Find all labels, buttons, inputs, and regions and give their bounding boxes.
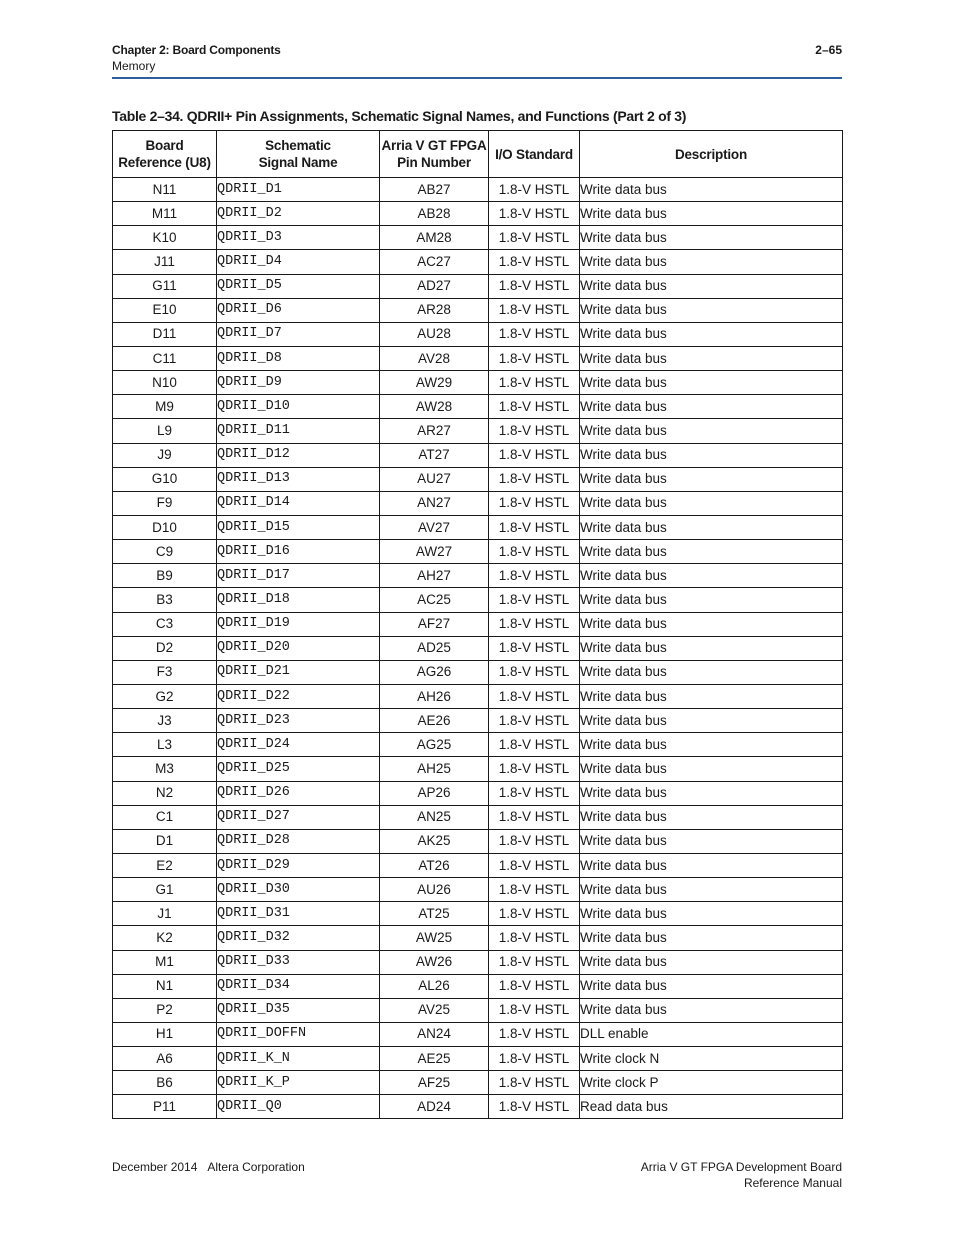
signal-name-cell: QDRII_Q0	[217, 1095, 380, 1119]
description-cell: Write data bus	[580, 660, 843, 684]
board-reference-cell: P11	[113, 1095, 217, 1119]
pin-number-cell: AV27	[380, 515, 489, 539]
footer-date: December 2014	[112, 1160, 198, 1174]
board-reference-cell: F3	[113, 660, 217, 684]
pin-number-cell: AU27	[380, 467, 489, 491]
io-standard-cell: 1.8-V HSTL	[489, 757, 580, 781]
board-reference-cell: G11	[113, 274, 217, 298]
io-standard-cell: 1.8-V HSTL	[489, 346, 580, 370]
board-reference-cell: J11	[113, 250, 217, 274]
table-row	[113, 733, 843, 757]
header-signal-name	[217, 131, 380, 178]
pin-number-cell: AW27	[380, 540, 489, 564]
board-reference-cell: L3	[113, 733, 217, 757]
pin-number-cell: AC25	[380, 588, 489, 612]
header-pin-number	[380, 131, 489, 178]
table-row	[113, 878, 843, 902]
board-reference-cell: G1	[113, 878, 217, 902]
signal-name-cell: QDRII_D2	[217, 202, 380, 226]
board-reference-cell: M3	[113, 757, 217, 781]
io-standard-cell: 1.8-V HSTL	[489, 636, 580, 660]
pin-number-cell: AF27	[380, 612, 489, 636]
table-row	[113, 829, 843, 853]
pin-number-cell: AU28	[380, 322, 489, 346]
io-standard-cell: 1.8-V HSTL	[489, 250, 580, 274]
pin-number-cell: AN24	[380, 1022, 489, 1046]
description-cell: Write data bus	[580, 853, 843, 877]
pin-number-cell: AN27	[380, 491, 489, 515]
description-cell: Write data bus	[580, 491, 843, 515]
board-reference-cell: N1	[113, 974, 217, 998]
pin-number-cell: AT26	[380, 853, 489, 877]
io-standard-cell: 1.8-V HSTL	[489, 974, 580, 998]
description-cell: Write data bus	[580, 419, 843, 443]
board-reference-cell: M9	[113, 395, 217, 419]
table-row	[113, 998, 843, 1022]
signal-name-cell: QDRII_D30	[217, 878, 380, 902]
io-standard-cell: 1.8-V HSTL	[489, 1047, 580, 1071]
table-header-row	[113, 131, 843, 178]
footer-company: Altera Corporation	[207, 1160, 305, 1174]
pin-number-cell: AU26	[380, 878, 489, 902]
table-row	[113, 757, 843, 781]
io-standard-cell: 1.8-V HSTL	[489, 202, 580, 226]
board-reference-cell: D1	[113, 829, 217, 853]
io-standard-cell: 1.8-V HSTL	[489, 588, 580, 612]
table-row	[113, 950, 843, 974]
board-reference-cell: J3	[113, 709, 217, 733]
table-row	[113, 805, 843, 829]
footer-doc-type: Reference Manual	[743, 1176, 842, 1190]
pin-number-cell: AR27	[380, 419, 489, 443]
description-cell: Write data bus	[580, 346, 843, 370]
board-reference-cell: J9	[113, 443, 217, 467]
board-reference-cell: C9	[113, 540, 217, 564]
signal-name-cell: QDRII_D1	[217, 178, 380, 202]
signal-name-cell: QDRII_D21	[217, 660, 380, 684]
table-row	[113, 684, 843, 708]
io-standard-cell: 1.8-V HSTL	[489, 443, 580, 467]
signal-name-cell: QDRII_K_P	[217, 1071, 380, 1095]
page-number: 2–65	[815, 43, 842, 57]
signal-name-cell: QDRII_D22	[217, 684, 380, 708]
io-standard-cell: 1.8-V HSTL	[489, 853, 580, 877]
signal-name-cell: QDRII_D8	[217, 346, 380, 370]
page-header	[112, 43, 842, 79]
io-standard-cell: 1.8-V HSTL	[489, 540, 580, 564]
io-standard-cell: 1.8-V HSTL	[489, 781, 580, 805]
io-standard-cell: 1.8-V HSTL	[489, 829, 580, 853]
description-cell: Write data bus	[580, 274, 843, 298]
header-description	[580, 131, 843, 178]
pin-number-cell: AT27	[380, 443, 489, 467]
description-cell: Write data bus	[580, 178, 843, 202]
io-standard-cell: 1.8-V HSTL	[489, 684, 580, 708]
pin-number-cell: AW28	[380, 395, 489, 419]
table-row	[113, 419, 843, 443]
header-line: I/O Standard	[495, 146, 573, 162]
signal-name-cell: QDRII_D18	[217, 588, 380, 612]
io-standard-cell: 1.8-V HSTL	[489, 515, 580, 539]
page-footer	[112, 1160, 842, 1194]
signal-name-cell: QDRII_D29	[217, 853, 380, 877]
table-row	[113, 515, 843, 539]
io-standard-cell: 1.8-V HSTL	[489, 467, 580, 491]
io-standard-cell: 1.8-V HSTL	[489, 926, 580, 950]
pin-number-cell: AC27	[380, 250, 489, 274]
signal-name-cell: QDRII_D3	[217, 226, 380, 250]
pin-number-cell: AH27	[380, 564, 489, 588]
io-standard-cell: 1.8-V HSTL	[489, 491, 580, 515]
header-line: Pin Number	[397, 155, 471, 170]
table-caption: Table 2–34. QDRII+ Pin Assignments, Schematic Signal Names, and Functions (Part 2 of 3)	[112, 108, 687, 124]
description-cell: Write data bus	[580, 588, 843, 612]
board-reference-cell: D11	[113, 322, 217, 346]
table-row	[113, 395, 843, 419]
pin-number-cell: AE26	[380, 709, 489, 733]
table-row	[113, 250, 843, 274]
footer-left	[112, 1160, 305, 1174]
board-reference-cell: L9	[113, 419, 217, 443]
description-cell: Write data bus	[580, 950, 843, 974]
description-cell: Write data bus	[580, 298, 843, 322]
description-cell: Write data bus	[580, 902, 843, 926]
header-line: Signal Name	[258, 155, 338, 170]
signal-name-cell: QDRII_K_N	[217, 1047, 380, 1071]
io-standard-cell: 1.8-V HSTL	[489, 660, 580, 684]
table-row	[113, 346, 843, 370]
signal-name-cell: QDRII_D17	[217, 564, 380, 588]
table-row	[113, 202, 843, 226]
table-row	[113, 540, 843, 564]
io-standard-cell: 1.8-V HSTL	[489, 419, 580, 443]
description-cell: Write data bus	[580, 974, 843, 998]
io-standard-cell: 1.8-V HSTL	[489, 371, 580, 395]
signal-name-cell: QDRII_D28	[217, 829, 380, 853]
description-cell: Write data bus	[580, 684, 843, 708]
table-row	[113, 781, 843, 805]
board-reference-cell: P2	[113, 998, 217, 1022]
pin-number-cell: AG25	[380, 733, 489, 757]
board-reference-cell: N11	[113, 178, 217, 202]
table-row	[113, 974, 843, 998]
pin-number-cell: AD27	[380, 274, 489, 298]
board-reference-cell: G10	[113, 467, 217, 491]
board-reference-cell: M1	[113, 950, 217, 974]
pin-number-cell: AB27	[380, 178, 489, 202]
table-row	[113, 853, 843, 877]
pin-number-cell: AB28	[380, 202, 489, 226]
signal-name-cell: QDRII_D19	[217, 612, 380, 636]
pin-number-cell: AW25	[380, 926, 489, 950]
pin-number-cell: AK25	[380, 829, 489, 853]
table-row	[113, 491, 843, 515]
pin-number-cell: AG26	[380, 660, 489, 684]
pin-assignment-table	[112, 130, 843, 1119]
board-reference-cell: D2	[113, 636, 217, 660]
board-reference-cell: C1	[113, 805, 217, 829]
description-cell: Write data bus	[580, 733, 843, 757]
signal-name-cell: QDRII_D33	[217, 950, 380, 974]
board-reference-cell: H1	[113, 1022, 217, 1046]
table-row	[113, 588, 843, 612]
signal-name-cell: QDRII_DOFFN	[217, 1022, 380, 1046]
description-cell: Write data bus	[580, 371, 843, 395]
description-cell: Write data bus	[580, 998, 843, 1022]
board-reference-cell: D10	[113, 515, 217, 539]
description-cell: Write clock N	[580, 1047, 843, 1071]
pin-number-cell: AW29	[380, 371, 489, 395]
description-cell: Write data bus	[580, 540, 843, 564]
io-standard-cell: 1.8-V HSTL	[489, 274, 580, 298]
board-reference-cell: F9	[113, 491, 217, 515]
header-line: Reference (U8)	[118, 155, 211, 170]
board-reference-cell: E10	[113, 298, 217, 322]
description-cell: Write data bus	[580, 829, 843, 853]
io-standard-cell: 1.8-V HSTL	[489, 1071, 580, 1095]
signal-name-cell: QDRII_D7	[217, 322, 380, 346]
pin-number-cell: AW26	[380, 950, 489, 974]
io-standard-cell: 1.8-V HSTL	[489, 950, 580, 974]
io-standard-cell: 1.8-V HSTL	[489, 1095, 580, 1119]
board-reference-cell: N10	[113, 371, 217, 395]
signal-name-cell: QDRII_D6	[217, 298, 380, 322]
description-cell: Write data bus	[580, 757, 843, 781]
io-standard-cell: 1.8-V HSTL	[489, 1022, 580, 1046]
description-cell: Write data bus	[580, 322, 843, 346]
description-cell: Write data bus	[580, 926, 843, 950]
signal-name-cell: QDRII_D10	[217, 395, 380, 419]
table-row	[113, 371, 843, 395]
table-row	[113, 612, 843, 636]
table-row	[113, 298, 843, 322]
signal-name-cell: QDRII_D32	[217, 926, 380, 950]
board-reference-cell: N2	[113, 781, 217, 805]
signal-name-cell: QDRII_D31	[217, 902, 380, 926]
io-standard-cell: 1.8-V HSTL	[489, 998, 580, 1022]
pin-number-cell: AN25	[380, 805, 489, 829]
signal-name-cell: QDRII_D27	[217, 805, 380, 829]
chapter-title: Chapter 2: Board Components	[112, 43, 281, 57]
table-row	[113, 926, 843, 950]
table-row	[113, 443, 843, 467]
signal-name-cell: QDRII_D9	[217, 371, 380, 395]
io-standard-cell: 1.8-V HSTL	[489, 709, 580, 733]
description-cell: Write clock P	[580, 1071, 843, 1095]
table-row	[113, 274, 843, 298]
io-standard-cell: 1.8-V HSTL	[489, 805, 580, 829]
pin-number-cell: AV28	[380, 346, 489, 370]
header-board-reference	[113, 131, 217, 178]
pin-number-cell: AT25	[380, 902, 489, 926]
board-reference-cell: K2	[113, 926, 217, 950]
pin-number-cell: AH25	[380, 757, 489, 781]
signal-name-cell: QDRII_D15	[217, 515, 380, 539]
description-cell: Write data bus	[580, 226, 843, 250]
pin-number-cell: AD25	[380, 636, 489, 660]
signal-name-cell: QDRII_D24	[217, 733, 380, 757]
io-standard-cell: 1.8-V HSTL	[489, 612, 580, 636]
signal-name-cell: QDRII_D5	[217, 274, 380, 298]
board-reference-cell: B6	[113, 1071, 217, 1095]
description-cell: Write data bus	[580, 636, 843, 660]
header-line: Schematic	[265, 138, 331, 153]
description-cell: Write data bus	[580, 878, 843, 902]
board-reference-cell: C3	[113, 612, 217, 636]
signal-name-cell: QDRII_D12	[217, 443, 380, 467]
io-standard-cell: 1.8-V HSTL	[489, 298, 580, 322]
pin-number-cell: AM28	[380, 226, 489, 250]
signal-name-cell: QDRII_D20	[217, 636, 380, 660]
description-cell: Write data bus	[580, 781, 843, 805]
table-body	[113, 178, 843, 1119]
board-reference-cell: M11	[113, 202, 217, 226]
table-row	[113, 1047, 843, 1071]
signal-name-cell: QDRII_D26	[217, 781, 380, 805]
io-standard-cell: 1.8-V HSTL	[489, 733, 580, 757]
description-cell: Write data bus	[580, 467, 843, 491]
board-reference-cell: G2	[113, 684, 217, 708]
table-row	[113, 709, 843, 733]
description-cell: Write data bus	[580, 395, 843, 419]
pin-number-cell: AF25	[380, 1071, 489, 1095]
description-cell: Write data bus	[580, 805, 843, 829]
description-cell: Write data bus	[580, 250, 843, 274]
pin-number-cell: AH26	[380, 684, 489, 708]
header-io-standard	[489, 131, 580, 178]
signal-name-cell: QDRII_D23	[217, 709, 380, 733]
description-cell: Write data bus	[580, 202, 843, 226]
signal-name-cell: QDRII_D14	[217, 491, 380, 515]
header-rule	[112, 77, 842, 79]
pin-number-cell: AE25	[380, 1047, 489, 1071]
table-row	[113, 226, 843, 250]
signal-name-cell: QDRII_D35	[217, 998, 380, 1022]
table-row	[113, 322, 843, 346]
board-reference-cell: E2	[113, 853, 217, 877]
header-line: Description	[674, 146, 748, 162]
table-row	[113, 178, 843, 202]
signal-name-cell: QDRII_D25	[217, 757, 380, 781]
io-standard-cell: 1.8-V HSTL	[489, 395, 580, 419]
signal-name-cell: QDRII_D13	[217, 467, 380, 491]
description-cell: Write data bus	[580, 443, 843, 467]
io-standard-cell: 1.8-V HSTL	[489, 902, 580, 926]
footer-doc-title: Arria V GT FPGA Development Board	[640, 1160, 842, 1174]
description-cell: Read data bus	[580, 1095, 843, 1119]
board-reference-cell: A6	[113, 1047, 217, 1071]
table-row	[113, 467, 843, 491]
table-row	[113, 1071, 843, 1095]
description-cell: DLL enable	[580, 1022, 843, 1046]
pin-number-cell: AV25	[380, 998, 489, 1022]
table-row	[113, 1095, 843, 1119]
board-reference-cell: J1	[113, 902, 217, 926]
description-cell: Write data bus	[580, 612, 843, 636]
pin-number-cell: AD24	[380, 1095, 489, 1119]
header-line: Arria V GT FPGA	[381, 138, 487, 153]
description-cell: Write data bus	[580, 564, 843, 588]
table-row	[113, 636, 843, 660]
signal-name-cell: QDRII_D4	[217, 250, 380, 274]
board-reference-cell: K10	[113, 226, 217, 250]
table-row	[113, 1022, 843, 1046]
signal-name-cell: QDRII_D34	[217, 974, 380, 998]
table-row	[113, 660, 843, 684]
pin-number-cell: AL26	[380, 974, 489, 998]
io-standard-cell: 1.8-V HSTL	[489, 564, 580, 588]
header-line: Board	[145, 138, 184, 153]
signal-name-cell: QDRII_D11	[217, 419, 380, 443]
pin-number-cell: AP26	[380, 781, 489, 805]
section-title: Memory	[112, 59, 156, 73]
description-cell: Write data bus	[580, 709, 843, 733]
io-standard-cell: 1.8-V HSTL	[489, 878, 580, 902]
board-reference-cell: B3	[113, 588, 217, 612]
description-cell: Write data bus	[580, 515, 843, 539]
signal-name-cell: QDRII_D16	[217, 540, 380, 564]
board-reference-cell: B9	[113, 564, 217, 588]
table-row	[113, 902, 843, 926]
pin-number-cell: AR28	[380, 298, 489, 322]
io-standard-cell: 1.8-V HSTL	[489, 178, 580, 202]
table-row	[113, 564, 843, 588]
io-standard-cell: 1.8-V HSTL	[489, 322, 580, 346]
board-reference-cell: C11	[113, 346, 217, 370]
io-standard-cell: 1.8-V HSTL	[489, 226, 580, 250]
